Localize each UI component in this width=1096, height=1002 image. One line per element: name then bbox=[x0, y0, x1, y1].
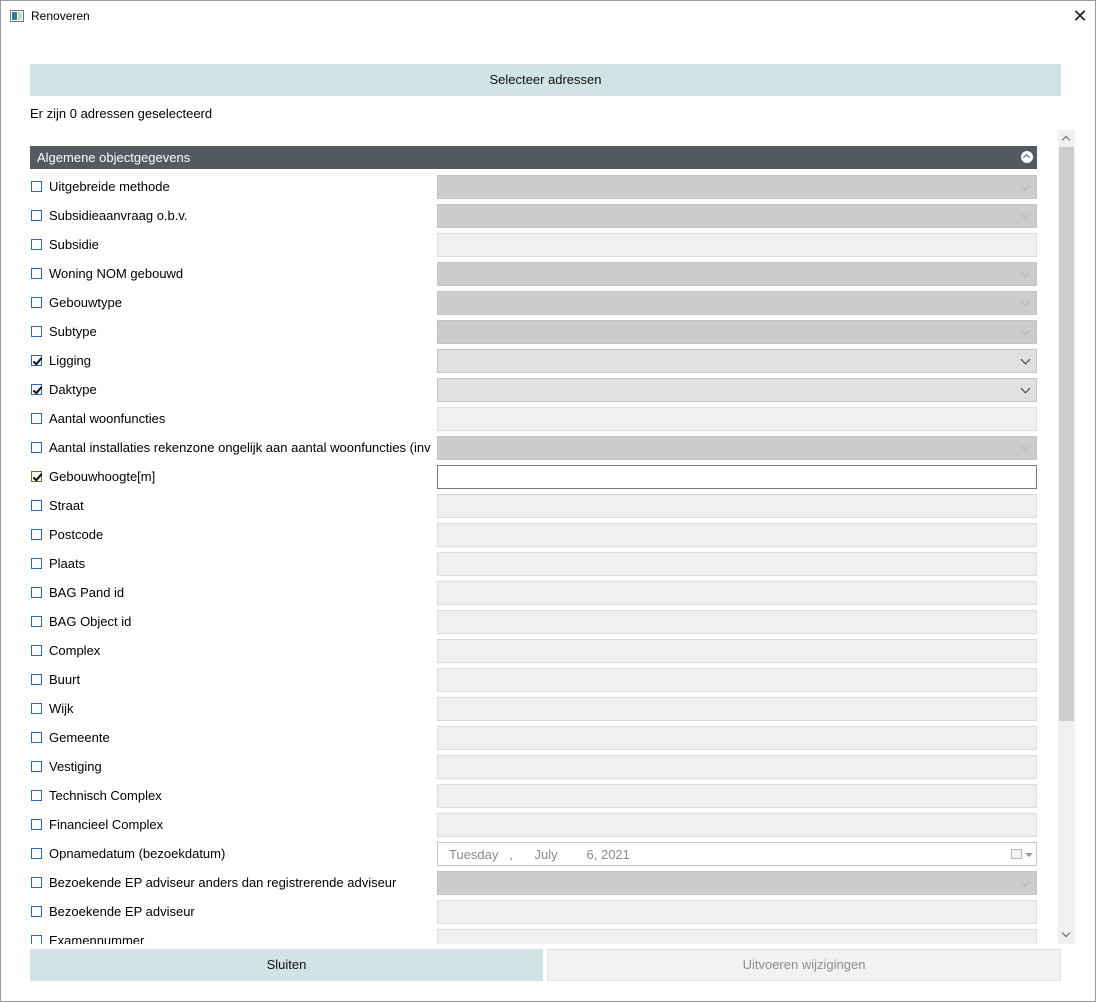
field-dropdown bbox=[437, 320, 1037, 344]
field-checkbox[interactable] bbox=[31, 906, 42, 917]
chevron-down-icon bbox=[1021, 268, 1031, 278]
field-label: Ligging bbox=[49, 353, 91, 368]
form-row bbox=[30, 898, 1037, 927]
form-row bbox=[30, 637, 1037, 666]
field-checkbox[interactable] bbox=[31, 645, 42, 656]
scroll-up-arrow-icon[interactable] bbox=[1058, 130, 1075, 147]
chevron-down-icon bbox=[1021, 297, 1031, 307]
field-text-input bbox=[437, 494, 1037, 518]
field-checkbox[interactable] bbox=[31, 268, 42, 279]
app-window-icon bbox=[10, 10, 24, 22]
form-row bbox=[30, 666, 1037, 695]
field-checkbox[interactable] bbox=[31, 616, 42, 627]
close-window-button[interactable]: ✕ bbox=[1072, 6, 1088, 26]
chevron-down-icon bbox=[1021, 326, 1031, 336]
form-row bbox=[30, 521, 1037, 550]
field-text-input bbox=[437, 407, 1037, 431]
field-label: Gemeente bbox=[49, 730, 110, 745]
field-checkbox[interactable] bbox=[31, 500, 42, 511]
chevron-down-icon[interactable] bbox=[1021, 384, 1031, 394]
vertical-scrollbar[interactable] bbox=[1058, 130, 1075, 944]
field-checkbox[interactable] bbox=[31, 471, 42, 482]
chevron-down-icon bbox=[1021, 181, 1031, 191]
field-checkbox[interactable] bbox=[31, 384, 42, 395]
chevron-down-icon bbox=[1021, 210, 1031, 220]
field-label: Bezoekende EP adviseur bbox=[49, 904, 195, 919]
field-dropdown bbox=[437, 291, 1037, 315]
chevron-down-icon bbox=[1021, 877, 1031, 887]
selected-count-text: Er zijn 0 adressen geselecteerd bbox=[30, 106, 213, 121]
field-label: Opnamedatum (bezoekdatum) bbox=[49, 846, 226, 861]
apply-changes-button: Uitvoeren wijzigingen bbox=[547, 949, 1061, 981]
field-checkbox[interactable] bbox=[31, 558, 42, 569]
field-text-input bbox=[437, 697, 1037, 721]
field-label: Subsidie bbox=[49, 237, 99, 252]
form-row bbox=[30, 202, 1037, 231]
field-label: BAG Pand id bbox=[49, 585, 125, 600]
field-checkbox[interactable] bbox=[31, 732, 42, 743]
field-label: Plaats bbox=[49, 556, 86, 571]
form-row bbox=[30, 608, 1037, 637]
field-label: Aantal woonfuncties bbox=[49, 411, 166, 426]
date-picker bbox=[437, 842, 1037, 866]
field-label: BAG Object id bbox=[49, 614, 132, 629]
form-row bbox=[30, 782, 1037, 811]
field-label: Postcode bbox=[49, 527, 104, 542]
field-checkbox[interactable] bbox=[31, 413, 42, 424]
field-text-input[interactable] bbox=[437, 465, 1037, 489]
field-label: Buurt bbox=[49, 672, 81, 687]
date-dropdown-icon bbox=[1025, 853, 1033, 857]
field-dropdown bbox=[437, 871, 1037, 895]
form-row bbox=[30, 753, 1037, 782]
form-scroll-area bbox=[30, 130, 1076, 944]
collapse-up-icon[interactable] bbox=[1021, 151, 1033, 163]
form-row bbox=[30, 434, 1037, 463]
window-title: Renoveren bbox=[31, 9, 90, 23]
field-label: Aantal installaties rekenzone ongelijk aan aantal woonfuncties (inv bbox=[49, 440, 431, 455]
form-row bbox=[30, 347, 1037, 376]
field-checkbox[interactable] bbox=[31, 355, 42, 366]
field-checkbox[interactable] bbox=[31, 848, 42, 859]
field-text-input bbox=[437, 639, 1037, 663]
calendar-icon bbox=[1011, 849, 1022, 859]
form-row bbox=[30, 550, 1037, 579]
field-text-input bbox=[437, 726, 1037, 750]
field-label: Vestiging bbox=[49, 759, 102, 774]
select-addresses-button[interactable]: Selecteer adressen bbox=[30, 64, 1061, 96]
field-dropdown[interactable] bbox=[437, 378, 1037, 402]
field-checkbox[interactable] bbox=[31, 297, 42, 308]
form-row bbox=[30, 869, 1037, 898]
field-text-input bbox=[437, 552, 1037, 576]
form-row bbox=[30, 463, 1037, 492]
field-list bbox=[30, 173, 1037, 944]
field-text-input bbox=[437, 900, 1037, 924]
field-text-input bbox=[437, 929, 1037, 944]
form-row bbox=[30, 405, 1037, 434]
form-row bbox=[30, 289, 1037, 318]
field-text-input bbox=[437, 610, 1037, 634]
scroll-down-arrow-icon[interactable] bbox=[1058, 927, 1075, 944]
section-header-general[interactable] bbox=[30, 146, 1037, 169]
close-button[interactable]: Sluiten bbox=[30, 949, 543, 981]
form-row bbox=[30, 840, 1037, 869]
form-row bbox=[30, 492, 1037, 521]
field-label: Gebouwtype bbox=[49, 295, 122, 310]
field-dropdown bbox=[437, 175, 1037, 199]
form-row bbox=[30, 579, 1037, 608]
field-checkbox[interactable] bbox=[31, 529, 42, 540]
field-label: Examennummer bbox=[49, 933, 145, 944]
field-checkbox[interactable] bbox=[31, 326, 42, 337]
field-label: Subsidieaanvraag o.b.v. bbox=[49, 208, 188, 223]
field-text-input bbox=[437, 668, 1037, 692]
field-label: Technisch Complex bbox=[49, 788, 162, 803]
field-dropdown bbox=[437, 262, 1037, 286]
form-row bbox=[30, 231, 1037, 260]
field-label: Straat bbox=[49, 498, 84, 513]
field-label: Woning NOM gebouwd bbox=[49, 266, 184, 281]
field-checkbox[interactable] bbox=[31, 703, 42, 714]
field-label: Uitgebreide methode bbox=[49, 179, 170, 194]
field-checkbox[interactable] bbox=[31, 181, 42, 192]
field-text-input bbox=[437, 233, 1037, 257]
title-bar bbox=[1, 1, 1095, 32]
field-label: Bezoekende EP adviseur anders dan registrerende adviseur bbox=[49, 875, 397, 890]
form-row bbox=[30, 173, 1037, 202]
section-title: Algemene objectgegevens bbox=[37, 150, 191, 165]
field-checkbox[interactable] bbox=[31, 877, 42, 888]
field-text-input bbox=[437, 523, 1037, 547]
field-checkbox[interactable] bbox=[31, 587, 42, 598]
field-label: Complex bbox=[49, 643, 101, 658]
form-row bbox=[30, 318, 1037, 347]
field-checkbox[interactable] bbox=[31, 761, 42, 772]
field-checkbox[interactable] bbox=[31, 239, 42, 250]
field-text-input bbox=[437, 784, 1037, 808]
form-row bbox=[30, 724, 1037, 753]
form-row bbox=[30, 927, 1037, 944]
form-row bbox=[30, 695, 1037, 724]
field-checkbox[interactable] bbox=[31, 935, 42, 944]
form-row bbox=[30, 260, 1037, 289]
field-checkbox[interactable] bbox=[31, 210, 42, 221]
form-row bbox=[30, 811, 1037, 840]
chevron-down-icon bbox=[1021, 442, 1031, 452]
field-checkbox[interactable] bbox=[31, 819, 42, 830]
field-label: Subtype bbox=[49, 324, 97, 339]
field-label: Financieel Complex bbox=[49, 817, 164, 832]
field-label: Wijk bbox=[49, 701, 74, 716]
field-label: Daktype bbox=[49, 382, 97, 397]
scrollbar-thumb[interactable] bbox=[1059, 147, 1074, 721]
field-dropdown bbox=[437, 436, 1037, 460]
field-text-input bbox=[437, 755, 1037, 779]
form-row bbox=[30, 376, 1037, 405]
field-checkbox[interactable] bbox=[31, 442, 42, 453]
field-label: Gebouwhoogte[m] bbox=[49, 469, 156, 484]
field-text-input bbox=[437, 813, 1037, 837]
field-dropdown[interactable] bbox=[437, 349, 1037, 373]
field-text-input bbox=[437, 581, 1037, 605]
date-value: Tuesday , July 6, 2021 bbox=[449, 847, 630, 862]
field-checkbox[interactable] bbox=[31, 674, 42, 685]
chevron-down-icon[interactable] bbox=[1021, 355, 1031, 365]
field-dropdown bbox=[437, 204, 1037, 228]
field-checkbox[interactable] bbox=[31, 790, 42, 801]
